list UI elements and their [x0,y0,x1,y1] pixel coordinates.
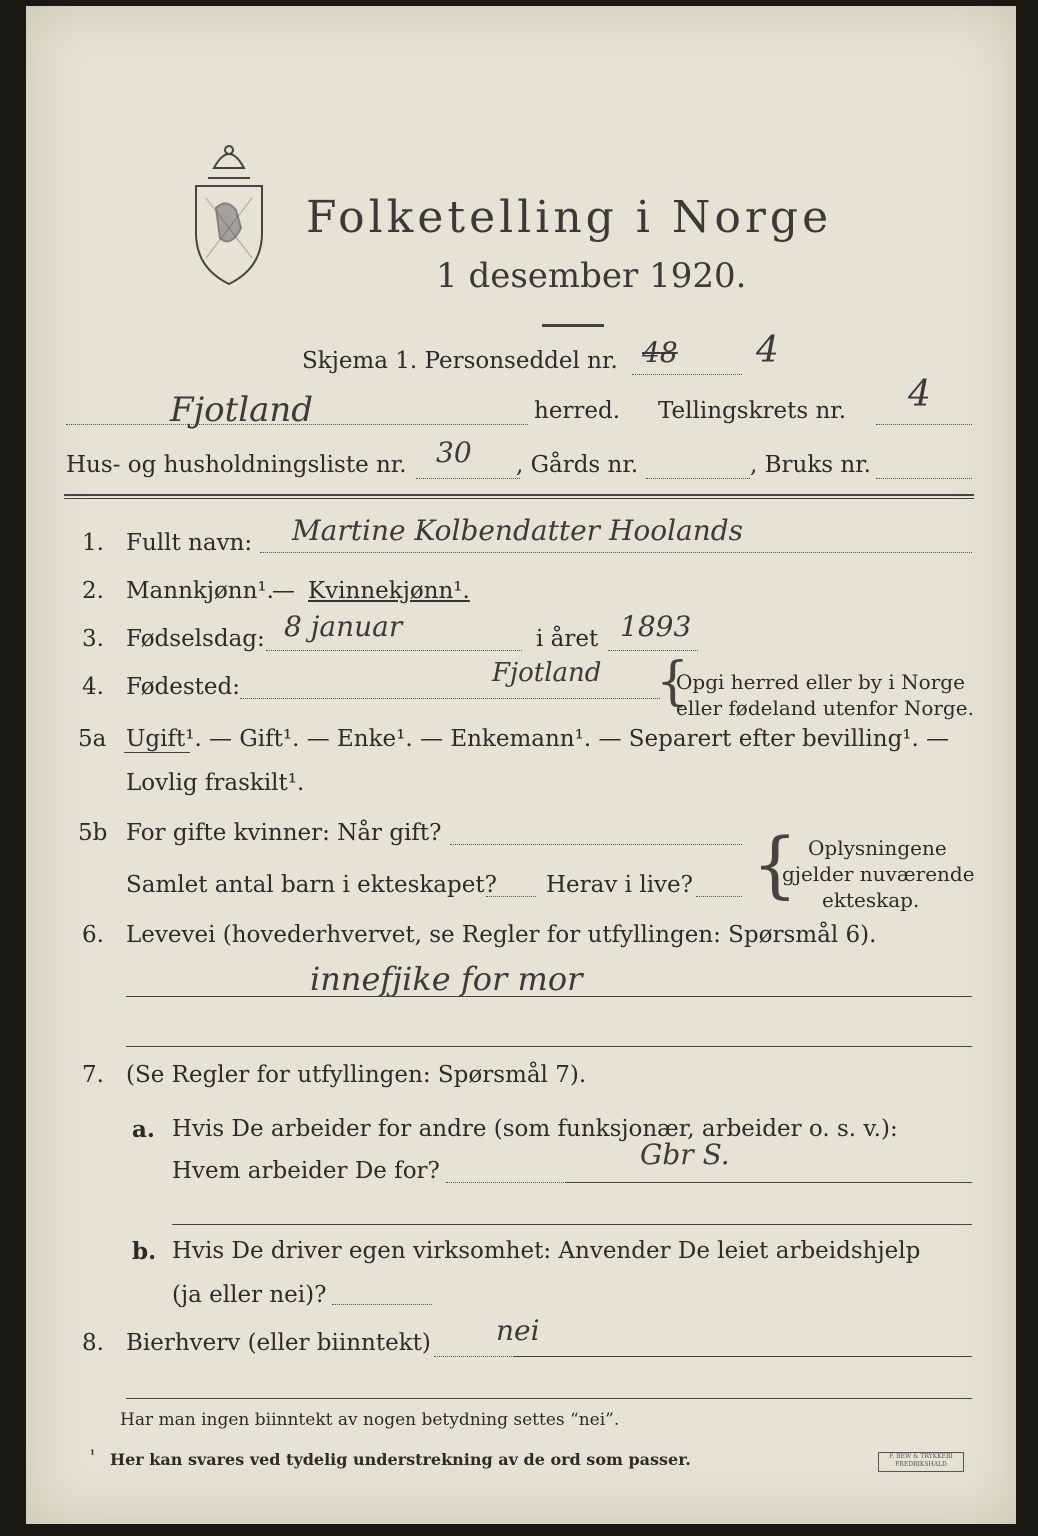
q5b-married-line [450,844,742,845]
q8-number: 8. [82,1330,104,1356]
q7a-number: a. [132,1116,155,1143]
header-divider-2 [64,498,974,499]
household-value: 30 [436,436,472,469]
q5b-alive-line [696,896,742,897]
q7a-employer-dots [446,1182,566,1183]
q6-label: Levevei (hovederhvervet, se Regler for utfyllingen: Spørsmål 6). [126,922,877,948]
q3-label: Fødselsdag: [126,626,265,652]
q5b-note-line2: gjelder nuværende [782,862,975,886]
q4-number: 4. [82,674,104,700]
q5b-married-label: For gifte kvinner: Når gift? [126,820,442,846]
q2-separator: — [272,578,295,604]
gards-line [646,478,750,479]
q4-line [240,698,660,699]
q2-male-option: Mannkjønn¹. [126,578,274,604]
q6-occupation: innefjike for mor [310,960,583,998]
q5a-options-cont: Lovlig fraskilt¹. [126,770,305,796]
q5b-children-line [486,896,536,897]
q3-birth-date: 8 januar [284,610,403,643]
q2-female-option-underlined: Kvinnekjønn¹. [308,578,470,604]
q5b-alive-label: Herav i live? [546,872,693,898]
bruks-label: , Bruks nr. [750,452,871,478]
q7b-label: Hvis De driver egen virksomhet: Anvender De leiet arbeidshjelp [172,1238,921,1264]
q8-dots [434,1356,514,1357]
q4-label: Fødested: [126,674,241,700]
form-title: Folketelling i Norge [306,192,833,243]
schema-nr-line [632,374,742,375]
q7-number: 7. [82,1062,104,1088]
q7-label: (Se Regler for utfyllingen: Spørsmål 7). [126,1062,587,1088]
q4-note-line1: Opgi herred eller by i Norge [676,670,965,694]
q2-number: 2. [82,578,104,604]
q7a-employer-line [566,1182,972,1183]
q5a-ugift-underline [124,752,190,753]
household-line [416,478,520,479]
schema-nr-struck: 48 [642,336,678,369]
census-form-sheet [26,6,1016,1524]
schema-label: Skjema 1. Personseddel nr. [302,348,618,374]
q3-birth-year: 1893 [620,610,692,643]
gards-label: , Gårds nr. [516,452,639,478]
q5b-number: 5b [78,820,108,846]
schema-nr-value: 4 [756,330,779,371]
tellingskrets-label: Tellingskrets nr. [658,398,847,424]
q6-line-2 [126,1046,972,1047]
footnote-text: Her kan svares ved tydelig understrekning av de ord som passer. [110,1450,691,1469]
household-label: Hus- og husholdningsliste nr. [66,452,407,478]
municipality-value: Fjotland [170,390,314,430]
q6-number: 6. [82,922,104,948]
q8-line-2 [126,1398,972,1399]
footer-note: Har man ingen biinntekt av nogen betydning settes “nei”. [120,1410,620,1430]
q8-label: Bierhverv (eller biinntekt) [126,1330,431,1356]
q7a-label: Hvis De arbeider for andre (som funksjonær, arbeider o. s. v.): [172,1116,898,1142]
q1-label: Fullt navn: [126,530,253,556]
q4-brace: { [656,652,690,712]
q5b-children-label: Samlet antal barn i ekteskapet? [126,872,497,898]
q7a-line-2 [172,1224,972,1225]
q5a-number: 5a [78,726,107,752]
q3-year-line [608,650,698,651]
q5b-note-line1: Oplysningene [808,836,947,860]
q7b-number: b. [132,1238,157,1265]
q7a-employer-label: Hvem arbeider De for? [172,1158,440,1184]
title-rule [542,324,604,327]
census-date: 1 desember 1920. [436,256,747,296]
q7b-label-cont: (ja eller nei)? [172,1282,327,1308]
q4-note-line2: eller fødeland utenfor Norge. [676,696,974,720]
q5b-note-line3: ekteskap. [822,888,920,912]
q1-number: 1. [82,530,104,556]
q7a-employer-value: Gbr S. [640,1138,730,1171]
q1-full-name: Martine Kolbendatter Hoolands [292,514,744,547]
bruks-line [876,478,972,479]
q6-line-1 [126,996,972,997]
q3-date-line [266,650,522,651]
coat-of-arms-icon [186,138,272,288]
header-divider [64,494,974,496]
q8-line [514,1356,972,1357]
q8-value: nei [496,1314,540,1347]
q4-birthplace: Fjotland [492,658,602,688]
tellingskrets-line [876,424,972,425]
q5a-options: Ugift¹. — Gift¹. — Enke¹. — Enkemann¹. — Separert efter bevilling¹. — [126,726,950,752]
herred-label: herred. [534,398,621,424]
tellingskrets-value: 4 [908,374,931,415]
q1-line [260,552,972,553]
q5b-brace: { [752,822,798,906]
q7b-line [332,1304,432,1305]
printer-stamp: F. BEW & TRYKKERI FREDRIKSHALD [878,1452,964,1472]
q3-year-label: i året [536,626,599,652]
q3-number: 3. [82,626,104,652]
footnote-mark: ¹ [90,1448,95,1461]
